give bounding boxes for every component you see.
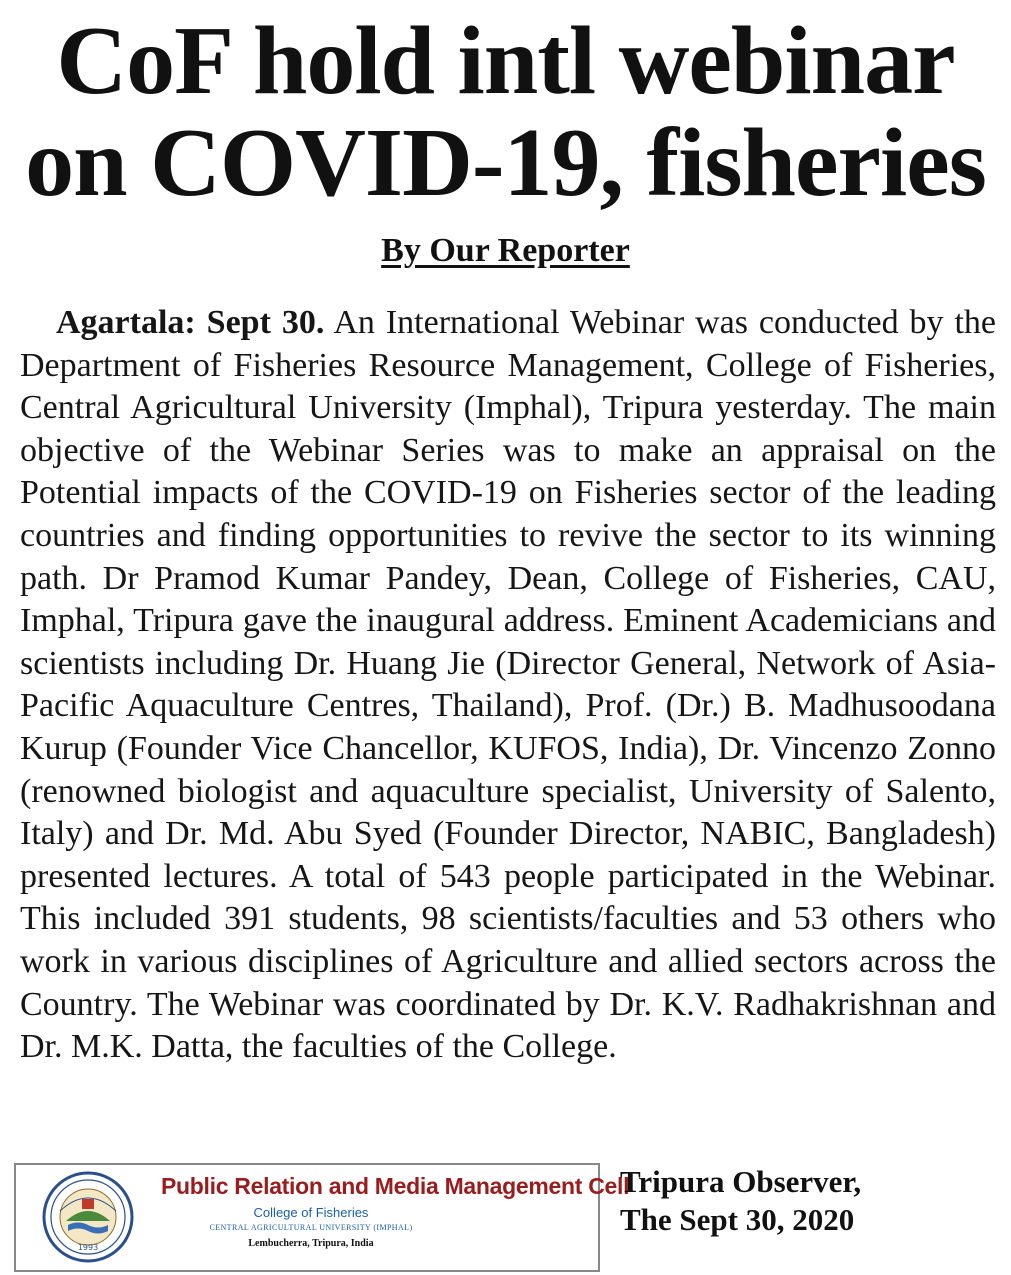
publication-date: The Sept 30, 2020: [620, 1202, 855, 1237]
article-text: An International Webinar was conducted by the Department of Fisheries Resource Management, College of Fisheries, Central Agricultural University (Imphal), Tripura yesterday. The main objective of the Webinar Series was to make an appraisal on the Potential impacts of the COVID-19 on Fisheries sector of the leading countries and finding opportunities to revive the sector to its winning path. Dr Pramod Kumar Pandey, Dean, College of Fisheries, CAU, Imphal, Tripura gave the inaugural address. Eminent Academicians and scientists including Dr. Huang Jie (Director General, Network of Asia-Pacific Aquaculture Centres, Thailand), Prof. (Dr.) B. Madhusoodana Kurup (Founder Vice Chancellor, KUFOS, India), Dr. Vincenzo Zonno (renowned biologist and aquaculture specialist, University of Salento, Italy) and Dr. Md. Abu Syed (Founder Director, NABIC, Bangladesh) presented lectures. A total of 543 people participated in the Webinar. This included 391 students, 98 scientists/faculties and 53 others who work in various disciplines of Agriculture and allied sectors across the Country. The Webinar was coordinated by Dr. K.V. Radhakrishnan and Dr. M.K. Datta, the faculties of the College.: [20, 304, 997, 1066]
pr-cell-banner: [14, 1163, 630, 1272]
college-name: College of Fisheries: [253, 1205, 369, 1220]
article-dateline: Agartala: Sept 30.: [56, 304, 325, 341]
byline: By Our Reporter: [381, 232, 630, 269]
headline-line-1: CoF hold intl webinar: [56, 7, 955, 115]
college-location: Lembucherra, Tripura, India: [248, 1238, 374, 1249]
newspaper-source: [620, 1163, 1000, 1239]
headline-line-2: on COVID-19, fisheries: [25, 109, 986, 217]
headline: [0, 7, 1011, 217]
university-name: CENTRAL AGRICULTURAL UNIVERSITY (IMPHAL): [209, 1223, 413, 1232]
pr-cell-title: Public Relation and Media Management Cell: [161, 1173, 630, 1199]
university-seal-icon: [38, 1171, 138, 1263]
newspaper-name: Tripura Observer,: [620, 1164, 862, 1199]
seal-year: 1993: [77, 1243, 99, 1252]
article-body: [20, 302, 996, 1069]
